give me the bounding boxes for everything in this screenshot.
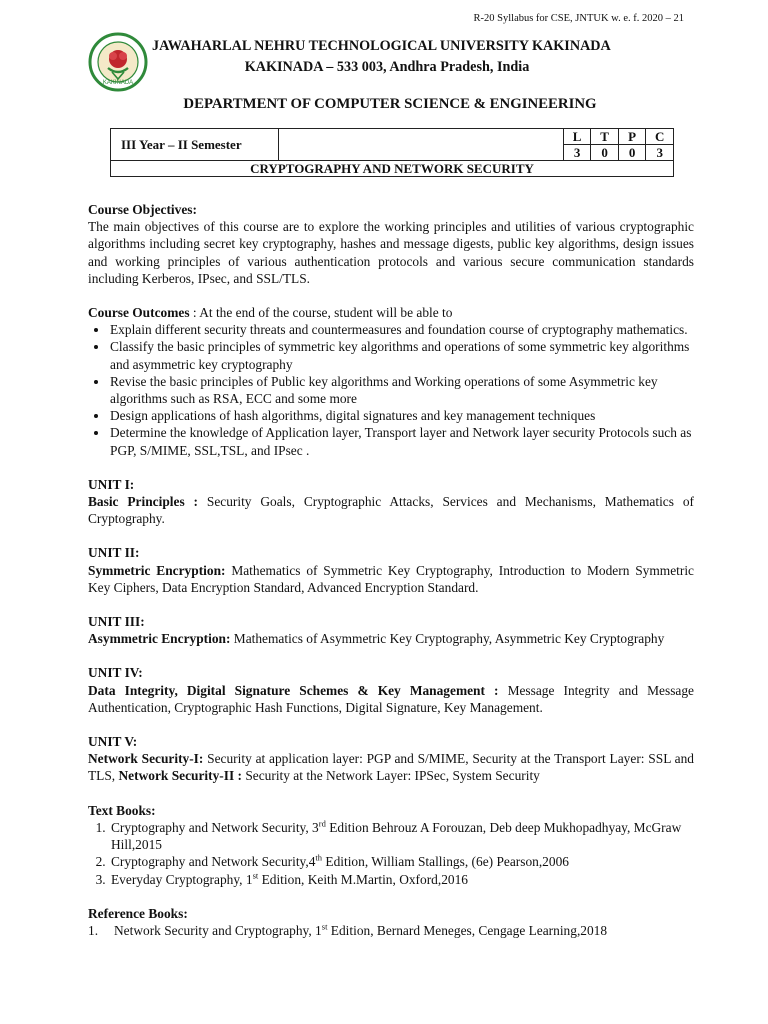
objectives-section <box>88 201 694 287</box>
outcomes-section <box>88 304 694 459</box>
unit-topic: Data Integrity, Digital Signature Schemes & Key Management : <box>88 682 499 698</box>
book-text: Edition, William Stallings, (6e) Pearson,2006 <box>322 854 569 870</box>
unit-1 <box>88 476 694 528</box>
unit-description: Security at application layer: PGP and S/MIME, Security at the Transport Layer: SSL and TLS, <box>88 751 695 784</box>
objectives-text: The main objectives of this course are to explore the working principles and utilities of various cryptographic algorithms including secret key cryptography, hashes and message digests, public key algorithms, design issues and working principles of various authentication protocols and various secure communication standards including Kerberos, IPsec, and SSL/TLS. <box>88 219 694 286</box>
unit-heading: UNIT V: <box>88 734 138 750</box>
course-title: CRYPTOGRAPHY AND NETWORK SECURITY <box>111 161 674 177</box>
book-text: Edition, Bernard Meneges, Cengage Learning,2018 <box>327 922 608 938</box>
unit-text <box>88 562 694 596</box>
unit-3 <box>88 613 694 647</box>
book-sup: st <box>252 870 259 881</box>
references-section <box>88 905 694 939</box>
list-item <box>109 853 694 870</box>
header-note: R-20 Syllabus for CSE, JNTUK w. e. f. 2020 – 21 <box>473 13 684 24</box>
unit-4 <box>88 664 694 716</box>
book-text: Network Security and Cryptography, 1 <box>114 922 322 938</box>
value-t: 0 <box>591 145 619 161</box>
list-item: • Design applications of hash algorithms, digital signatures and key management techniques <box>109 407 694 424</box>
outcomes-intro-line <box>88 304 694 321</box>
book-text: Everyday Cryptography, 1 <box>111 871 253 887</box>
syllabus-content <box>88 201 694 956</box>
book-text: Cryptography and Network Security, 3 <box>111 819 319 835</box>
book-text: Cryptography and Network Security,4 <box>111 854 316 870</box>
unit-topic: Symmetric Encryption: <box>88 562 226 578</box>
unit-text <box>88 682 694 716</box>
unit-text <box>88 750 694 784</box>
textbooks-heading: Text Books: <box>88 802 156 818</box>
unit-heading: UNIT III: <box>88 614 145 630</box>
list-item <box>109 871 694 888</box>
value-p: 0 <box>618 145 646 161</box>
objectives-heading: Course Objectives: <box>88 202 197 217</box>
unit-description: Security at the Network Layer: IPSec, System Security <box>241 768 540 784</box>
references-heading: Reference Books: <box>88 905 188 921</box>
unit-5 <box>88 733 694 785</box>
unit-heading: UNIT IV: <box>88 665 143 681</box>
semester-cell: III Year – II Semester <box>111 129 279 161</box>
list-item: • Classify the basic principles of symmetric key algorithms and operations of some symmetric key algorithms and asymmetric key cryptography <box>109 338 694 372</box>
book-sup: th <box>315 852 323 863</box>
unit-description: Security Goals, Cryptographic Attacks, Services and Mechanisms, Mathematics of Cryptography. <box>88 494 694 527</box>
blank-cell <box>279 129 564 161</box>
unit-heading: UNIT II: <box>88 545 140 561</box>
university-name: JAWAHARLAL NEHRU TECHNOLOGICAL UNIVERSITY KAKINADA <box>152 38 611 54</box>
value-l: 3 <box>563 145 591 161</box>
header-p: P <box>618 129 646 145</box>
outcomes-list <box>88 321 694 459</box>
list-item <box>109 819 694 853</box>
header-t: T <box>591 129 619 145</box>
unit-topic: Asymmetric Encryption: <box>88 631 231 647</box>
ref-number: 1. <box>88 922 99 938</box>
unit-description: Mathematics of Asymmetric Key Cryptography, Asymmetric Key Cryptography <box>230 631 665 647</box>
outcomes-intro: : At the end of the course, student will be able to <box>189 305 453 321</box>
book-sup: rd <box>318 818 326 829</box>
list-item: • Explain different security threats and countermeasures and foundation course of cryptography mathematics. <box>109 321 694 338</box>
list-item: • Revise the basic principles of Public key algorithms and Working operations of some Asymmetric key algorithms such as RSA, ECC and some more <box>109 373 694 407</box>
unit-topic: Network Security-II : <box>118 768 242 784</box>
textbooks-section <box>88 802 694 888</box>
unit-text <box>88 630 694 647</box>
unit-topic: Basic Principles : <box>88 494 198 510</box>
header-c: C <box>646 129 674 145</box>
value-c: 3 <box>646 145 674 161</box>
seal-lettering: KAKINADA <box>102 80 134 86</box>
unit-2 <box>88 544 694 596</box>
unit-description: Mathematics of Symmetric Key Cryptography, Introduction to Modern Symmetric Key Ciphers, Data Encryption Standard, Advanced Encryption Standard. <box>88 562 694 595</box>
unit-heading: UNIT I: <box>88 476 135 492</box>
unit-description: Message Integrity and Message Authentication, Cryptographic Hash Functions, Digital Signature, Key Management. <box>88 682 694 715</box>
department-title: DEPARTMENT OF COMPUTER SCIENCE & ENGINEERING <box>183 96 597 112</box>
header-l: L <box>563 129 591 145</box>
textbooks-list <box>88 819 694 888</box>
book-text: Edition, Keith M.Martin, Oxford,2016 <box>258 871 468 887</box>
list-item: • Determine the knowledge of Application layer, Transport layer and Network layer security Protocols such as PGP, S/MIME, SSL,TSL, and IPsec . <box>109 424 694 458</box>
list-item <box>88 922 694 939</box>
unit-topic: Network Security-I: <box>88 751 204 767</box>
university-city: KAKINADA – 533 003, Andhra Pradesh, India <box>244 59 530 75</box>
university-seal-icon <box>88 32 148 92</box>
book-text: Edition Behrouz A Forouzan, Deb deep Mukhopadhyay, McGraw Hill,2015 <box>111 819 682 853</box>
outcomes-heading: Course Outcomes <box>88 305 190 321</box>
book-sup: st <box>321 921 328 932</box>
unit-text <box>88 493 694 527</box>
course-info-table <box>110 128 674 177</box>
